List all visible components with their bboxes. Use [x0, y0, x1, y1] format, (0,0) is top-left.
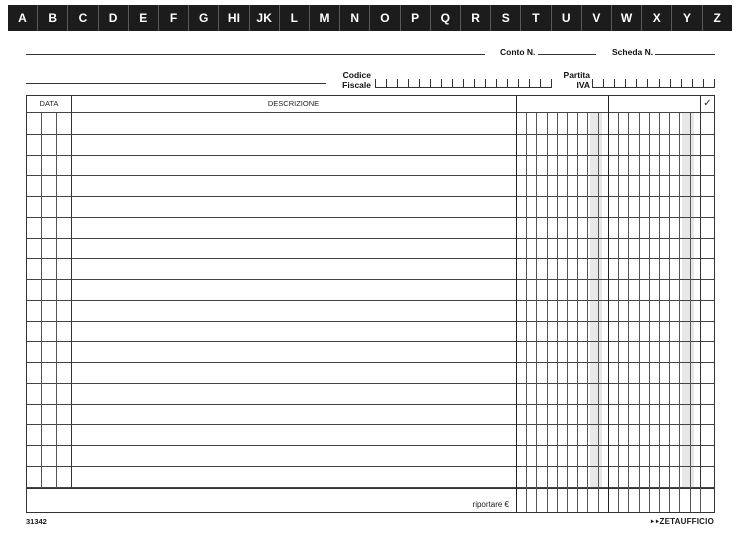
codice-fiscale-cell[interactable]: [419, 79, 430, 87]
partita-iva-cell[interactable]: [625, 79, 636, 87]
conto-label: Conto N.: [500, 47, 536, 57]
index-tab-jk[interactable]: JK: [250, 5, 280, 31]
partita-iva-cell[interactable]: [703, 79, 715, 87]
row-line: [27, 217, 714, 218]
index-tab-f[interactable]: F: [159, 5, 189, 31]
digit-column: [618, 113, 619, 512]
scheda-label: Scheda N.: [612, 47, 654, 57]
partita-iva-cell[interactable]: [603, 79, 614, 87]
index-tab-v[interactable]: V: [582, 5, 612, 31]
row-line: [27, 424, 714, 425]
row-line: [27, 155, 714, 156]
codice-fiscale-cell[interactable]: [430, 79, 441, 87]
codice-fiscale-cell[interactable]: [529, 79, 540, 87]
codice-label-line2: Fiscale: [342, 80, 371, 90]
index-tab-d[interactable]: D: [99, 5, 129, 31]
index-tab-w[interactable]: W: [612, 5, 642, 31]
brand-name: ZETAUFFICIO: [659, 517, 714, 526]
partita-iva-cell[interactable]: [681, 79, 692, 87]
codice-fiscale-field[interactable]: [375, 74, 552, 88]
partita-iva-cell[interactable]: [692, 79, 703, 87]
codice-fiscale-cell[interactable]: [386, 79, 397, 87]
digit-column: [690, 113, 691, 512]
codice-fiscale-cell[interactable]: [441, 79, 452, 87]
digit-column: [598, 113, 599, 512]
row-line: [27, 279, 714, 280]
header-divider: [27, 112, 714, 113]
partita-label-line1: Partita: [563, 70, 590, 80]
digit-column: [639, 113, 640, 512]
codice-fiscale-cell[interactable]: [397, 79, 408, 87]
total-divider: [27, 488, 714, 489]
codice-fiscale-cell[interactable]: [540, 79, 552, 87]
codice-label-line1: Codice: [342, 70, 371, 80]
index-tab-t[interactable]: T: [521, 5, 551, 31]
index-tab-l[interactable]: L: [280, 5, 310, 31]
partita-iva-cell[interactable]: [636, 79, 647, 87]
data-header: DATA: [39, 99, 59, 108]
index-tab-y[interactable]: Y: [672, 5, 702, 31]
row-line: [27, 134, 714, 135]
digit-column: [526, 113, 527, 512]
row-line: [27, 238, 714, 239]
index-tab-hi[interactable]: HI: [219, 5, 249, 31]
digit-column: [547, 113, 548, 512]
codice-fiscale-cell[interactable]: [408, 79, 419, 87]
alphabet-index-strip: [8, 5, 732, 31]
index-tab-n[interactable]: N: [340, 5, 370, 31]
scheda-field[interactable]: [655, 54, 715, 55]
partita-iva-cell[interactable]: [670, 79, 681, 87]
brand-arrow-icon: ⯈⯈: [649, 520, 660, 526]
row-line: [27, 383, 714, 384]
codice-fiscale-cell[interactable]: [507, 79, 518, 87]
index-tab-u[interactable]: U: [552, 5, 582, 31]
date-subcolumn: [56, 113, 57, 488]
check-mark-icon: ✓: [703, 98, 712, 109]
digit-column: [536, 113, 537, 512]
codice-fiscale-label: [341, 70, 371, 90]
partita-iva-cell[interactable]: [592, 79, 603, 87]
index-tab-a[interactable]: A: [8, 5, 38, 31]
partita-iva-cell[interactable]: [659, 79, 670, 87]
index-tab-x[interactable]: X: [642, 5, 672, 31]
row-line: [27, 175, 714, 176]
amount-divider: [516, 96, 517, 512]
digit-column: [628, 113, 629, 512]
codice-fiscale-cell[interactable]: [474, 79, 485, 87]
row-line: [27, 300, 714, 301]
index-tab-b[interactable]: B: [38, 5, 68, 31]
ledger-table: [26, 95, 715, 513]
index-tab-o[interactable]: O: [370, 5, 400, 31]
index-tab-z[interactable]: Z: [713, 11, 722, 25]
form-code: 31342: [26, 517, 47, 526]
index-tab-p[interactable]: P: [401, 5, 431, 31]
row-line: [27, 341, 714, 342]
index-tab-g[interactable]: G: [189, 5, 219, 31]
codice-fiscale-cell[interactable]: [452, 79, 463, 87]
index-tab-m[interactable]: M: [310, 5, 340, 31]
digit-column: [577, 113, 578, 512]
name-line[interactable]: [26, 54, 485, 55]
row-line: [27, 258, 714, 259]
row-line: [27, 321, 714, 322]
partita-iva-cell[interactable]: [647, 79, 658, 87]
index-tab-r[interactable]: R: [461, 5, 491, 31]
codice-fiscale-cell[interactable]: [496, 79, 507, 87]
row-line: [27, 466, 714, 467]
check-divider: [700, 96, 701, 512]
partita-iva-cell[interactable]: [614, 79, 625, 87]
digit-column: [587, 113, 588, 512]
index-tab-s[interactable]: S: [491, 5, 521, 31]
riportare-label: riportare €: [472, 500, 509, 509]
descrizione-header: DESCRIZIONE: [267, 99, 320, 108]
digit-column: [679, 113, 680, 512]
digit-column: [659, 113, 660, 512]
digit-column: [567, 113, 568, 512]
digit-column: [557, 113, 558, 512]
codice-fiscale-cell[interactable]: [375, 79, 386, 87]
row-line: [27, 196, 714, 197]
date-subcolumn: [41, 113, 42, 488]
index-tab-q[interactable]: Q: [431, 5, 461, 31]
digit-column: [700, 488, 701, 512]
partita-iva-label: [558, 70, 590, 90]
digit-column: [669, 113, 670, 512]
description-divider: [71, 96, 72, 488]
codice-fiscale-cell[interactable]: [518, 79, 529, 87]
row-line: [27, 362, 714, 363]
codice-fiscale-cell[interactable]: [463, 79, 474, 87]
codice-fiscale-cell[interactable]: [485, 79, 496, 87]
conto-field[interactable]: [538, 54, 596, 55]
brand-logo: [649, 517, 714, 527]
index-tab-e[interactable]: E: [129, 5, 159, 31]
partita-label-line2: IVA: [576, 80, 590, 90]
digit-column: [649, 113, 650, 512]
row-line: [27, 445, 714, 446]
partita-iva-field[interactable]: [592, 74, 715, 88]
address-line[interactable]: [26, 83, 326, 84]
row-line: [27, 404, 714, 405]
index-tab-c[interactable]: C: [68, 5, 98, 31]
amount-divider: [608, 96, 609, 512]
